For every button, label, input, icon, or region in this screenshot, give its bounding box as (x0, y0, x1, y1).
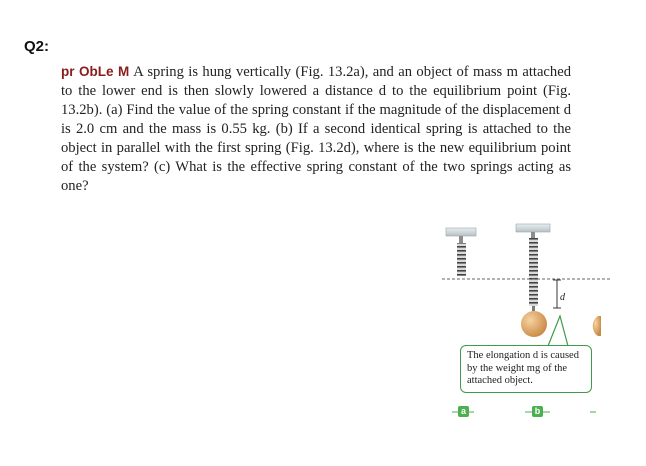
caption-leader (548, 316, 568, 346)
distance-label: d (560, 292, 565, 303)
panel-label-a: a (458, 406, 469, 417)
problem-text: A spring is hung vertically (Fig. 13.2a), and an object of mass m attached to the lower end is then slowly lowered a distance d to the equilibrium point (Fig. 13.2b). (a) Find the value of the spring constant if the magnitude of the displacement d is 2.0 cm and the mass is 0.55 kg. (b) If a second identical spring is attached to the object in parallel with the first spring (Fig. 13.2d), where is the new equilibrium point of the system? (c) What is the effective spring constant of the two springs acting as one? (61, 64, 571, 194)
spring-figure (430, 218, 640, 418)
support-rod-b (531, 232, 535, 238)
hook-b (532, 306, 535, 311)
figure-caption: The elongation d is caused by the weight mg of the attached object. (460, 345, 592, 393)
panel-label-b: b (532, 406, 543, 417)
spring-b (529, 238, 538, 306)
support-plate-a (446, 228, 476, 236)
mass-ball-partial (593, 316, 601, 336)
support-plate-b (516, 224, 550, 232)
problem-tag: pr ObLe M (61, 64, 130, 79)
spring-a (457, 243, 466, 276)
question-label: Q2: (24, 38, 50, 55)
mass-ball-b (521, 311, 547, 337)
problem-statement (61, 62, 571, 196)
support-rod-a (459, 236, 463, 243)
